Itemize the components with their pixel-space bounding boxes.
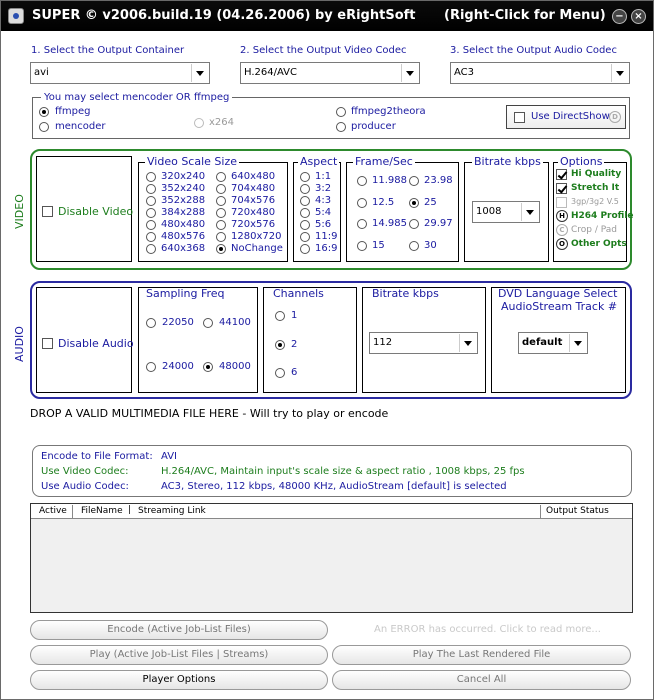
col-divider[interactable]	[540, 505, 541, 518]
aspect-radio[interactable]	[300, 172, 310, 182]
aspect-label: Aspect	[300, 155, 338, 168]
video-bitrate-label: Bitrate kbps	[474, 155, 541, 168]
other-opts-label: Other Opts	[571, 239, 627, 249]
disable-audio-checkbox[interactable]	[42, 338, 53, 349]
scale-size-label: 720x480	[231, 207, 276, 218]
video-side-label: VIDEO	[13, 194, 26, 229]
col-separator: |	[128, 505, 132, 515]
col-streaming-link[interactable]: Streaming Link	[138, 506, 206, 516]
chevron-down-icon[interactable]	[569, 334, 586, 352]
dvd-track-select[interactable]	[518, 332, 588, 354]
h264-profile-icon[interactable]: H	[556, 210, 568, 222]
channel-2-label: 2	[291, 339, 298, 350]
aspect-radio[interactable]	[300, 184, 310, 194]
window-title: SUPER © v2006.build.19 (04.26.2006) by eRightSoft	[32, 8, 416, 23]
fps-label: 14.985	[372, 218, 407, 229]
freq-22050-radio[interactable]	[146, 318, 156, 328]
fps-label: 11.988	[372, 175, 407, 186]
aspect-radio[interactable]	[300, 232, 310, 242]
ffmpeg-radio[interactable]	[39, 107, 49, 117]
hi-quality-label: Hi Quality	[571, 169, 622, 179]
aspect-radio[interactable]	[300, 208, 310, 218]
options-label: Options	[560, 155, 603, 168]
video-codec-summary-label: Use Video Codec:	[41, 466, 129, 477]
dvd-track-value: default	[522, 337, 563, 348]
scale-size-radio[interactable]	[216, 244, 226, 254]
disable-video-checkbox[interactable]	[42, 206, 53, 217]
sampling-freq-label: Sampling Freq	[146, 287, 225, 300]
fps-radio[interactable]	[357, 198, 367, 208]
scale-size-label: 352x288	[161, 195, 206, 206]
scale-size-radio[interactable]	[146, 196, 156, 206]
stretch-label: Stretch It	[571, 183, 620, 193]
fps-label: 25	[424, 196, 437, 208]
chevron-down-icon[interactable]	[521, 203, 538, 221]
scale-size-label: NoChange	[231, 243, 283, 254]
format-label: Encode to File Format:	[41, 451, 153, 462]
chevron-down-icon[interactable]	[401, 64, 418, 82]
freq-44100-radio[interactable]	[203, 318, 213, 328]
channel-6-radio[interactable]	[275, 368, 285, 378]
channel-1-label: 1	[291, 310, 298, 321]
freq-24000-radio[interactable]	[146, 362, 156, 372]
freq-24000-label: 24000	[162, 361, 194, 372]
ffmpeg-label: ffmpeg	[55, 106, 91, 117]
audio-bitrate-select[interactable]	[369, 332, 478, 354]
other-opts-icon[interactable]: O	[556, 238, 568, 250]
col-divider[interactable]	[72, 505, 73, 518]
fps-label: Frame/Sec	[355, 155, 413, 168]
scale-size-radio[interactable]	[146, 232, 156, 242]
drop-zone-text[interactable]: DROP A VALID MULTIMEDIA FILE HERE - Will try to play or encode	[30, 407, 389, 420]
audio-codec-summary-value: AC3, Stereo, 112 kbps, 48000 KHz, AudioStream [default] is selected	[161, 481, 507, 492]
job-list[interactable]	[30, 503, 633, 613]
container-select[interactable]	[30, 62, 210, 84]
audio-codec-label: 3. Select the Output Audio Codec	[450, 45, 617, 56]
aspect-label: 5:6	[315, 219, 332, 230]
audio-bitrate-value: 112	[373, 337, 393, 348]
channel-2-radio[interactable]	[275, 340, 285, 350]
scale-size-label: 704x480	[231, 183, 276, 194]
x264-radio[interactable]	[194, 118, 204, 128]
3gp-checkbox[interactable]	[556, 197, 567, 208]
video-bitrate-value: 1008	[476, 206, 502, 217]
audio-bitrate-label: Bitrate kbps	[372, 287, 439, 300]
crop-pad-icon[interactable]: C	[556, 224, 568, 236]
producer-radio[interactable]	[336, 122, 346, 132]
fps-label: 12.5	[372, 196, 395, 208]
scale-size-radio[interactable]	[216, 208, 226, 218]
freq-22050-label: 22050	[162, 317, 194, 328]
3gp-label: 3gp/3g2 V.5	[571, 197, 619, 206]
col-filename[interactable]: FileName	[81, 506, 123, 516]
col-active[interactable]: Active	[39, 506, 67, 516]
fps-label: 23.98	[424, 175, 453, 186]
h264-profile-label: H264 Profile	[571, 211, 634, 221]
directshow-label: Use DirectShow	[531, 111, 610, 122]
player-options-button[interactable]: Player Options	[30, 670, 328, 690]
fps-radio[interactable]	[357, 219, 367, 229]
video-codec-label: 2. Select the Output Video Codec	[240, 45, 407, 56]
producer-label: producer	[351, 121, 396, 132]
aspect-label: 3:2	[315, 183, 332, 194]
sampling-freq-group	[138, 287, 258, 393]
aspect-label: 4:3	[315, 195, 332, 206]
fps-radio[interactable]	[357, 176, 367, 186]
aspect-label: 11:9	[315, 231, 338, 242]
scale-size-label: 480x480	[161, 219, 206, 230]
title-bar[interactable]	[1, 1, 653, 31]
chevron-down-icon[interactable]	[191, 64, 208, 82]
container-label: 1. Select the Output Container	[31, 45, 185, 56]
scale-size-radio[interactable]	[146, 172, 156, 182]
chevron-down-icon[interactable]	[611, 64, 628, 82]
aspect-label: 1:1	[315, 171, 332, 182]
disable-video-label: Disable Video	[58, 205, 134, 218]
scale-size-label: 384x288	[161, 207, 206, 218]
encode-button[interactable]: Encode (Active Job-List Files)	[30, 620, 328, 640]
directshow-toggle[interactable]	[506, 105, 626, 129]
minimize-icon[interactable]: −	[612, 9, 627, 24]
directshow-info-icon[interactable]: D	[609, 111, 621, 123]
mencoder-radio[interactable]	[39, 122, 49, 132]
scale-size-radio[interactable]	[216, 220, 226, 230]
fps-radio[interactable]	[409, 176, 419, 186]
right-click-hint: (Right-Click for Menu)	[444, 8, 606, 23]
x264-label: x264	[209, 117, 235, 128]
scale-size-label: 1280x720	[231, 231, 282, 242]
fps-radio[interactable]	[409, 219, 419, 229]
scale-size-label: 640x368	[161, 243, 206, 254]
aspect-label: 5:4	[315, 207, 332, 218]
audio-codec-summary-label: Use Audio Codec:	[41, 481, 129, 492]
error-message-link[interactable]: An ERROR has occurred. Click to read more...	[374, 624, 601, 635]
scale-size-radio[interactable]	[146, 208, 156, 218]
video-bitrate-select[interactable]	[472, 201, 540, 223]
channel-1-radio[interactable]	[275, 311, 285, 321]
play-button[interactable]: Play (Active Job-List Files | Streams)	[30, 645, 328, 665]
directshow-checkbox[interactable]	[514, 112, 525, 123]
freq-48000-label: 48000	[219, 361, 251, 372]
format-value: AVI	[161, 451, 177, 462]
fps-radio[interactable]	[409, 198, 419, 208]
scale-size-radio[interactable]	[146, 220, 156, 230]
scale-size-radio[interactable]	[216, 184, 226, 194]
scale-size-label: Video Scale Size	[147, 155, 237, 168]
scale-size-radio[interactable]	[146, 184, 156, 194]
disable-audio-label: Disable Audio	[58, 337, 134, 350]
scale-size-radio[interactable]	[216, 232, 226, 242]
crop-pad-label: Crop / Pad	[571, 225, 618, 235]
aspect-label: 16:9	[315, 243, 338, 254]
fps-label: 15	[372, 239, 385, 251]
scale-size-label: 704x576	[231, 195, 276, 206]
scale-size-radio[interactable]	[146, 244, 156, 254]
scale-size-label: 320x240	[161, 171, 206, 182]
aspect-radio[interactable]	[300, 196, 310, 206]
fps-radio[interactable]	[357, 241, 367, 251]
aspect-radio[interactable]	[300, 244, 310, 254]
ffmpeg2theora-radio[interactable]	[336, 107, 346, 117]
ffmpeg2theora-label: ffmpeg2theora	[351, 106, 426, 117]
hi-quality-checkbox[interactable]	[556, 169, 567, 180]
stretch-checkbox[interactable]	[556, 183, 567, 194]
scale-size-label: 352x240	[161, 183, 206, 194]
container-value: avi	[34, 67, 49, 78]
job-list-header	[31, 504, 632, 519]
col-output-status[interactable]: Output Status	[546, 506, 609, 516]
audio-codec-value: AC3	[454, 67, 475, 78]
scale-size-label: 640x480	[231, 171, 276, 182]
channels-label: Channels	[273, 287, 324, 300]
mencoder-label: mencoder	[55, 121, 106, 132]
freq-48000-radio[interactable]	[203, 362, 213, 372]
audio-codec-select[interactable]	[450, 62, 630, 84]
encoder-group-label: You may select mencoder OR ffmpeg	[41, 92, 232, 103]
audio-stream-label: AudioStream Track #	[501, 300, 618, 313]
scale-size-radio[interactable]	[216, 196, 226, 206]
fps-label: 29.97	[424, 218, 453, 229]
scale-size-label: 720x576	[231, 219, 276, 230]
video-codec-select[interactable]	[240, 62, 420, 84]
aspect-radio[interactable]	[300, 220, 310, 230]
close-icon[interactable]: ×	[631, 9, 646, 24]
video-codec-summary-value: H.264/AVC, Maintain input's scale size & aspect ratio , 1008 kbps, 25 fps	[161, 466, 525, 477]
channel-6-label: 6	[291, 367, 298, 378]
cancel-all-button[interactable]: Cancel All	[332, 670, 631, 690]
play-last-button[interactable]: Play The Last Rendered File	[332, 645, 631, 665]
fps-radio[interactable]	[409, 241, 419, 251]
audio-side-label: AUDIO	[13, 326, 26, 362]
freq-44100-label: 44100	[219, 317, 251, 328]
app-icon[interactable]	[8, 8, 24, 24]
video-codec-value: H.264/AVC	[244, 67, 298, 78]
chevron-down-icon[interactable]	[459, 334, 476, 352]
scale-size-radio[interactable]	[216, 172, 226, 182]
dvd-language-label: DVD Language Select	[498, 287, 618, 300]
scale-size-label: 480x576	[161, 231, 206, 242]
fps-label: 30	[424, 239, 437, 251]
